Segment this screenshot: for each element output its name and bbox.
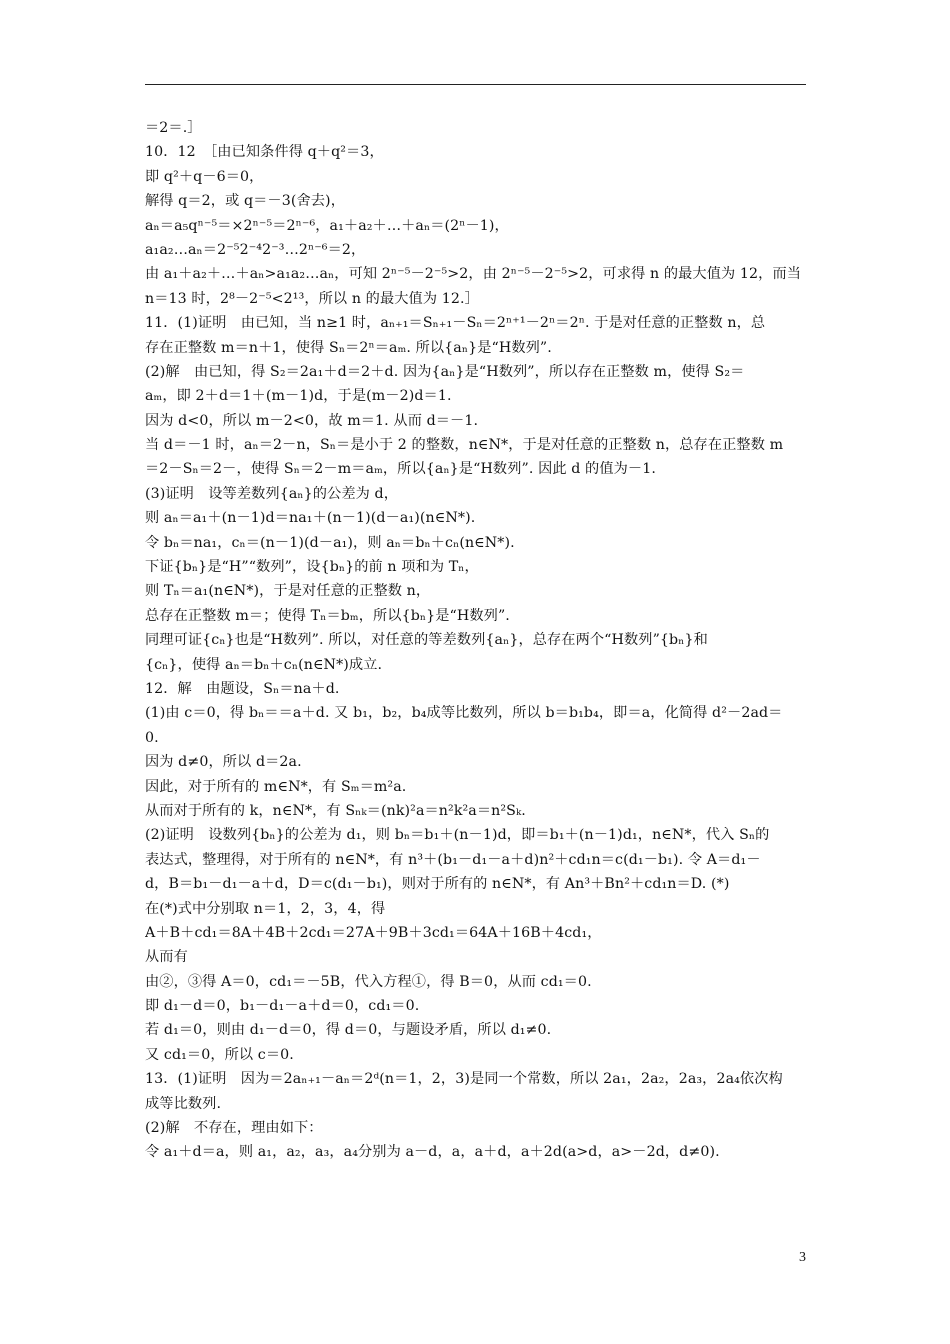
text-line: 令 bₙ＝na₁，cₙ＝(n－1)(d－a₁)，则 aₙ＝bₙ＋cₙ(n∈N*). bbox=[145, 534, 515, 551]
text-line: 令 a₁＋d＝a，则 a₁，a₂，a₃，a₄分别为 a－d，a，a＋d，a＋2d(a>d，a>－2d，d≠0). bbox=[145, 1144, 720, 1161]
text-line: ＝2＝.］ bbox=[145, 120, 202, 136]
text-line: aₙ＝a₅qⁿ⁻⁵＝×2ⁿ⁻⁵＝2ⁿ⁻⁶，a₁＋a₂＋…＋aₙ＝(2ⁿ－1)， bbox=[145, 217, 509, 234]
text-line: 因为 d≠0，所以 d＝2a. bbox=[145, 754, 302, 771]
text-line: 在(*)式中分别取 n＝1，2，3，4，得 bbox=[145, 900, 386, 917]
text-line: 因为 d<0，所以 m－2<0，故 m＝1. 从而 d＝－1. bbox=[145, 412, 479, 429]
text-line: d，B＝b₁－d₁－a＋d，D＝c(d₁－b₁)，则对于所有的 n∈N*，有 An³＋Bn²＋cd₁n＝D. (*) bbox=[145, 876, 730, 893]
text-line: (2)解 不存在，理由如下： bbox=[145, 1120, 323, 1137]
text-line: 因此，对于所有的 m∈N*，有 Sₘ＝m²a. bbox=[145, 778, 407, 795]
text-line: ＝2－Sₙ＝2－，使得 Sₙ＝2－m＝aₘ，所以{aₙ}是“H数列”. 因此 d 的值为－1. bbox=[145, 461, 656, 478]
text-line: (2)证明 设数列{bₙ}的公差为 d₁，则 bₙ＝b₁＋(n－1)d，即＝b₁＋(n－1)d₁，n∈N*，代入 Sₙ的 bbox=[145, 827, 770, 844]
text-line: 下证{bₙ}是“H”“数列”，设{bₙ}的前 n 项和为 Tₙ， bbox=[145, 559, 479, 576]
text-line: A＋B＋cd₁＝8A＋4B＋2cd₁＝27A＋9B＋3cd₁＝64A＋16B＋4cd₁， bbox=[145, 924, 602, 941]
text-line: 表达式，整理得，对于所有的 n∈N*，有 n³＋(b₁－d₁－a＋d)n²＋cd₁n＝c(d₁－b₁). 令 A＝d₁－ bbox=[145, 851, 761, 868]
text-line: 解得 q＝2，或 q＝－3(舍去)， bbox=[145, 193, 345, 210]
text-line: 又 cd₁＝0，所以 c＝0. bbox=[145, 1046, 294, 1063]
text-line: 由②，③得 A＝0，cd₁＝－5B，代入方程①，得 B＝0，从而 cd₁＝0. bbox=[145, 973, 592, 990]
text-line: aₘ，即 2＋d＝1＋(m－1)d，于是(m－2)d＝1. bbox=[145, 388, 452, 405]
text-line: 0. bbox=[145, 729, 159, 746]
text-line: 则 Tₙ＝a₁(n∈N*)，于是对任意的正整数 n， bbox=[145, 583, 431, 600]
text-line: (3)证明 设等差数列{aₙ}的公差为 d， bbox=[145, 485, 398, 502]
document-body bbox=[145, 116, 806, 1165]
text-line: 从而有 bbox=[145, 949, 188, 966]
page-number: 3 bbox=[799, 1250, 806, 1265]
text-line: a₁a₂…aₙ＝2⁻⁵2⁻⁴2⁻³…2ⁿ⁻⁶＝2， bbox=[145, 241, 366, 258]
text-line: 即 d₁－d＝0，b₁－d₁－a＋d＝0，cd₁＝0. bbox=[145, 998, 420, 1015]
text-line: 13．(1)证明 因为＝2aₙ₊₁－aₙ＝2ᵈ(n＝1，2，3)是同一个常数，所以 2a₁，2a₂，2a₃，2a₄依次构 bbox=[145, 1071, 783, 1088]
text-line: 若 d₁＝0，则由 d₁－d＝0，得 d＝0，与题设矛盾，所以 d₁≠0. bbox=[145, 1022, 552, 1039]
text-line: 当 d＝－1 时，aₙ＝2－n，Sₙ＝是小于 2 的整数，n∈N*，于是对任意的正整数 n，总存在正整数 m bbox=[145, 437, 784, 454]
header-rule bbox=[145, 84, 806, 85]
text-line: (2)解 由已知，得 S₂＝2a₁＋d＝2＋d. 因为{aₙ}是“H数列”，所以存在正整数 m，使得 S₂＝ bbox=[145, 363, 745, 380]
text-line: 则 aₙ＝a₁＋(n－1)d＝na₁＋(n－1)(d－a₁)(n∈N*). bbox=[145, 510, 476, 527]
text-line: 总存在正整数 m＝；使得 Tₙ＝bₘ，所以{bₙ}是“H数列”. bbox=[145, 607, 510, 624]
text-line: 同理可证{cₙ}也是“H数列”. 所以，对任意的等差数列{aₙ}，总存在两个“H数列”{bₙ}和 bbox=[145, 632, 708, 649]
text-line: 从而对于所有的 k，n∈N*，有 Sₙₖ＝(nk)²a＝n²k²a＝n²Sₖ. bbox=[145, 802, 526, 819]
text-line: 由 a₁＋a₂＋…＋aₙ>a₁a₂…aₙ，可知 2ⁿ⁻⁵－2⁻⁵>2，由 2ⁿ⁻⁵－2⁻⁵>2，可求得 n 的最大值为 12，而当 bbox=[145, 266, 802, 283]
text-line: 即 q²＋q－6＝0， bbox=[145, 168, 264, 185]
text-line: 12．解 由题设，Sₙ＝na＋d. bbox=[145, 680, 340, 697]
text-line: 11．(1)证明 由已知，当 n≥1 时，aₙ₊₁＝Sₙ₊₁－Sₙ＝2ⁿ⁺¹－2ⁿ＝2ⁿ. 于是对任意的正整数 n，总 bbox=[145, 315, 766, 332]
text-line: n＝13 时，2⁸－2⁻⁵<2¹³，所以 n 的最大值为 12.］ bbox=[145, 290, 479, 307]
text-line: {cₙ}，使得 aₙ＝bₙ＋cₙ(n∈N*)成立. bbox=[145, 656, 383, 673]
text-line: 10．12 ［由已知条件得 q＋q²＝3， bbox=[145, 144, 384, 161]
text-line: 存在正整数 m＝n＋1，使得 Sₙ＝2ⁿ＝aₘ. 所以{aₙ}是“H数列”. bbox=[145, 339, 552, 356]
text-line: 成等比数列. bbox=[145, 1095, 222, 1112]
text-line: (1)由 c＝0，得 bₙ＝＝a＋d. 又 b₁，b₂，b₄成等比数列，所以 b＝b₁b₄，即＝a，化简得 d²－2ad＝ bbox=[145, 705, 783, 722]
